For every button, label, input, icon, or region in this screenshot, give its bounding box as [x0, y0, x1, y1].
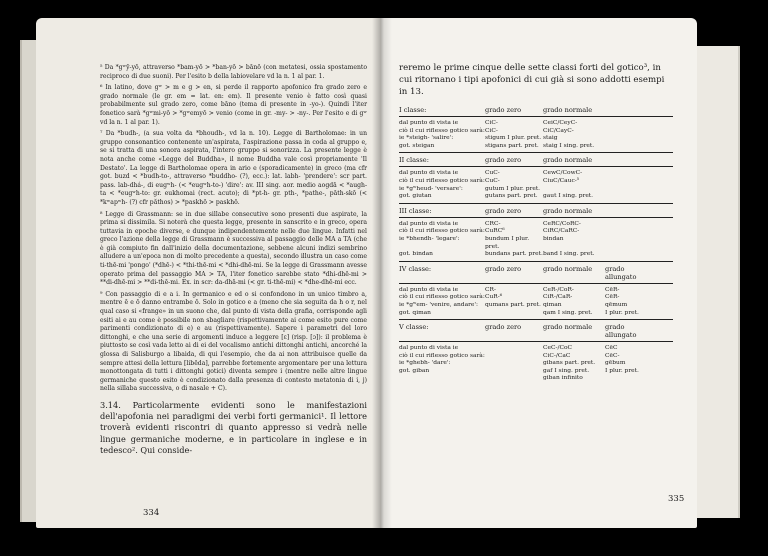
- table-cell: [399, 375, 485, 383]
- table-row: [399, 120, 673, 128]
- column-header: grado normale: [543, 156, 593, 165]
- footnote-9: ⁹ Con passaggio di e a i. In germanico e ed o si confondono in un unico timbro a, mentre ē e ō danno entrambe ō. Solo in gotico e a (meno che sia seguita da h o r, nel qual caso si «frange» in un suono che, dal punto di vista della grafia, corrisponde agli esiti ai e au come è possibile non sbagliare (rispettivamente ai come esito pure come parimenti condizionato di e) e au (rispettivamente). Sapere i parametri del loro dittonghi, e che una serie di argomenti induce a leggere [ε] (risp. [ɔ]): il problema è piuttosto se così vada letto ai di ei del vocalismo antichi dittonghi antichi, ancorché la glossa di Salisburgo a libaida, di qui l'esempio, che da ai non attribuisce quelle da sempre attesi della lettura [libēda], parrebbe fortemente argomentare per una lettura monottongata di tutti i dittonghi gotici) diventa sempre i (mentre nelle altre lingue germaniche questo esito è condizionato dalla presenza di contesto metatonia di i, j) nella sillaba successiva, o di nasale + C).: [100, 290, 367, 393]
- table-row: [399, 193, 673, 201]
- table-cell: CiR-/CaR-: [543, 294, 573, 301]
- table-cell: gibans part. pret.: [543, 360, 596, 367]
- table-cell: qiman: [543, 301, 562, 308]
- table-cell: CeC-/CoC: [543, 345, 573, 352]
- column-header: grado normale: [543, 206, 593, 215]
- class-label: V classe:: [399, 323, 429, 332]
- column-header: grado zero: [485, 156, 522, 165]
- table-cell: CēR-: [605, 294, 620, 301]
- right-page-edge-stack: [690, 46, 740, 518]
- column-header: grado normale: [543, 264, 593, 273]
- table-divider: [399, 203, 673, 204]
- column-header: grado normale: [543, 106, 593, 114]
- footnote-6: ⁶ In latino, dove gʷ > m e g > en, si perde il rapporto apofonico fra grado zero e grado normale (le gr. em = lat. en: em). Il presente venio è fatto così quasi probabilmente sul grado zero, come bāno (tema di presente in -yo-). Quindi l'iter fonetico sarà *gʷmi-yō > *gʷemyō > venio (come in gr. -my- > -ny-. Per l'esito e di gʷ vd la n. 1 al par. 1).: [100, 84, 367, 126]
- table-row: [399, 353, 673, 361]
- table-header: [399, 265, 673, 284]
- table-row: [399, 135, 673, 143]
- table-cell: [605, 143, 657, 151]
- table-cell: ciò il cui riflesso gotico sarà:: [399, 352, 485, 359]
- table-cell: [485, 375, 543, 383]
- table-cell: qumans part. pret.: [485, 301, 541, 308]
- table-row: [399, 170, 673, 178]
- table-cell: CuC-: [485, 177, 500, 184]
- table-cell: qam I sing. pret.: [543, 309, 593, 316]
- table-cell: gēbum: [605, 360, 626, 367]
- table-cell: [605, 221, 657, 229]
- table-cell: gaf I sing. pret.: [543, 367, 590, 374]
- verb-class-2-table: [399, 156, 673, 203]
- table-cell: [485, 345, 543, 353]
- section-3-14-paragraph: 3.14. Particolarmente evidenti sono le manifestazioni dell'apofonia nei paradigmi dei verbi forti germanici¹. Il lettore troverà evidenti riscontri di quanto appresso si vedrà nelle lingue germaniche moderne, e in particolare in inglese e in tedesco². Qui conside-: [100, 399, 367, 455]
- page-number-right: 335: [668, 494, 685, 504]
- table-divider: [399, 261, 673, 262]
- table-row: [399, 251, 673, 259]
- table-cell: CēR-: [605, 286, 620, 293]
- table-cell: got. giutan: [399, 193, 432, 200]
- table-cell: dal punto di vista ie: [399, 220, 459, 227]
- right-page: [381, 18, 697, 528]
- table-header: [399, 207, 673, 218]
- table-cell: [543, 186, 605, 194]
- table-cell: CeR-/CoR-: [543, 286, 574, 293]
- table-cell: gutans part. pret.: [485, 193, 538, 200]
- table-cell: [605, 193, 657, 201]
- table-cell: [605, 128, 657, 136]
- table-cell: [605, 135, 657, 143]
- table-row: [399, 294, 673, 302]
- column-header: grado zero: [485, 106, 522, 114]
- table-cell: ie *gʷem- 'venire, andare':: [399, 301, 478, 308]
- table-cell: bindan: [543, 235, 564, 242]
- table-cell: gaut I sing. pret.: [543, 193, 594, 200]
- table-cell: ie *bhendh- 'legare':: [399, 235, 460, 242]
- table-cell: CiC/CayC-: [543, 127, 574, 134]
- table-cell: [485, 310, 543, 318]
- table-cell: staig: [543, 135, 558, 142]
- table-cell: staig I sing. pret.: [543, 142, 595, 149]
- table-cell: CRC-: [485, 220, 501, 227]
- table-cell: [485, 368, 543, 376]
- table-row: [399, 360, 673, 368]
- table-cell: stigum I plur. pret.: [485, 135, 542, 142]
- table-row: [399, 178, 673, 186]
- table-cell: gutum I plur. pret.: [485, 185, 541, 192]
- table-cell: I plur. pret.: [605, 367, 639, 374]
- table-row: [399, 310, 673, 318]
- table-cell: I plur. pret.: [605, 309, 639, 316]
- table-cell: dal punto di vista ie: [399, 345, 459, 352]
- table-cell: [605, 170, 657, 178]
- table-cell: dal punto di vista ie: [399, 286, 459, 293]
- table-cell: got. qiman: [399, 309, 431, 316]
- table-cell: got. bindan: [399, 251, 433, 258]
- column-header: grado normale: [543, 323, 593, 332]
- table-cell: got. giban: [399, 367, 430, 374]
- column-header: [605, 156, 657, 164]
- table-header: [399, 323, 673, 342]
- table-cell: ie *steigh- 'salire':: [399, 135, 454, 142]
- left-page: [36, 18, 381, 528]
- table-header: [399, 156, 673, 167]
- table-cell: [605, 186, 657, 194]
- table-cell: dal punto di vista ie: [399, 170, 459, 177]
- table-cell: ciò il cui riflesso gotico sarà:: [399, 177, 485, 184]
- table-cell: ciò il cui riflesso gotico sarà:: [399, 228, 485, 235]
- table-cell: CuR-⁶: [485, 294, 503, 301]
- table-cell: CiRC/CaRC-: [543, 228, 580, 235]
- table-cell: ie *gʷheud- 'versare':: [399, 185, 463, 192]
- column-header: grado allungato: [605, 323, 637, 340]
- table-cell: [605, 178, 657, 186]
- table-cell: band I sing. pret.: [543, 251, 595, 258]
- class-label: I classe:: [399, 106, 427, 114]
- table-cell: CiuC/Cauc-⁵: [543, 177, 580, 184]
- table-divider: [399, 152, 673, 153]
- column-header: [605, 207, 657, 215]
- column-header: [605, 106, 657, 114]
- table-cell: [605, 236, 657, 251]
- table-cell: CuRC⁶: [485, 228, 505, 235]
- table-row: [399, 302, 673, 310]
- table-cell: qēmum: [605, 301, 628, 308]
- table-row: [399, 236, 673, 251]
- class-label: II classe:: [399, 156, 429, 165]
- verb-class-3-table: [399, 207, 673, 262]
- table-cell: [485, 360, 543, 368]
- table-row: [399, 143, 673, 151]
- table-cell: [605, 375, 657, 383]
- table-cell: ciò il cui riflesso gotico sarà:: [399, 294, 485, 301]
- table-row: [399, 368, 673, 376]
- table-row: [399, 228, 673, 236]
- table-cell: [605, 228, 657, 236]
- table-row: [399, 345, 673, 353]
- table-cell: dal punto di vista ie: [399, 120, 459, 126]
- table-row: [399, 128, 673, 136]
- table-row: [399, 186, 673, 194]
- table-cell: CewC/CowC-: [543, 170, 583, 177]
- table-cell: CuC-: [485, 170, 500, 177]
- table-cell: CR-: [485, 286, 496, 293]
- table-cell: CēC: [605, 345, 618, 352]
- table-cell: giban infinito: [543, 375, 583, 382]
- class-label: III classe:: [399, 206, 432, 215]
- table-cell: [605, 251, 657, 259]
- table-cell: stigans part. pret.: [485, 142, 539, 149]
- table-cell: ciò il cui riflesso gotico sarà:: [399, 127, 485, 134]
- table-cell: [605, 120, 657, 128]
- page-number-left: 334: [143, 508, 160, 518]
- footnote-7: ⁷ Da *budh-, (a sua volta da *bhoudh-, vd la n. 10). Legge di Bartholomae: in un gruppo consonantico contenente un'aspirata, l'aspirazione passa in coda al gruppo e, se si tratta di una sonora aspirata, l'intero gruppo si sonorizza. La presente legge è nota anche come «Legge del Buddha», il nome Buddha vale così propriamente 'Il Destato'. La legge di Bartholomae opera in ario e (sporadicamente) in greco (ma cfr got. buzd < *budh-to-, attraverso *buddho- (?), ecc.): lat. labh- 'prendere': scr part. pass. lab-dhá-, di eugʷh- (< *eugʷh-to-) 'dire': av. III sing. aor. medio aogdā < *augh-ta < *eugʷh-to: gr. eukhomai (rect. acuto); di *pt-h- gr. pth-, *pathe-, pāth-skō (< *kʷapʷh- (?) cfr păthos) > *paskhō > paskhō.: [100, 130, 367, 206]
- right-intro-paragraph: reremo le prime cinque delle sette classi forti del gotico³, in cui ritornano i tipi apofonici di cui già si sono addotti esempi in 13.: [399, 63, 665, 97]
- footnote-5: ⁵ Da *gʷȳ-yō, attraverso *bam-yō > *ban-yō > bānō (con metatesi, ossia spostamento reciproco di due suoni). Per l'esito b della labiovelare vd la n. 1 al par. 1.: [100, 64, 367, 80]
- table-divider: [399, 319, 673, 320]
- verb-class-4-table: [399, 265, 673, 320]
- verb-class-1-table: [399, 106, 673, 153]
- table-cell: CiC-/CaC: [543, 352, 571, 359]
- table-cell: CiC-: [485, 127, 498, 134]
- verb-class-5-table: [399, 323, 673, 383]
- table-cell: CeRC/CoRC-: [543, 220, 581, 227]
- table-header: [399, 106, 673, 117]
- table-cell: bundans part. pret.: [485, 251, 543, 258]
- class-label: IV classe:: [399, 264, 432, 273]
- table-cell: CēC-: [605, 352, 620, 359]
- table-cell: [485, 353, 543, 361]
- table-cell: CeiC/CeyC-: [543, 120, 578, 126]
- column-header: grado zero: [485, 323, 522, 332]
- column-header: grado allungato: [605, 264, 637, 281]
- table-cell: CiC-: [485, 120, 498, 126]
- column-header: grado zero: [485, 264, 522, 273]
- table-row: [399, 375, 673, 383]
- column-header: grado zero: [485, 206, 522, 215]
- footnote-8: ⁸ Legge di Grassmann: se in due sillabe consecutive sono presenti due aspirate, la prima si dissimila. Si noterà che questa legge, presente in sanscrito e in greco, opera tuttavia in epoche diverse, e dunque indipendentemente nelle due lingue. Infatti nel greco l'azione della legge di Grassmann è successiva al passaggio delle MA a TA (che è già compiuto fin dall'inizio della documentazione, sebbene alcuni indizi sembrino alludere a un'epoca non di molto precedente a questa), secondo illustra un caso come ti-thē-mi 'pongo' (*dhē-) < *thi-thē-mi < *dhi-dhē-mi. Se la legge di Grassmann avesse operato prima del passaggio MA > TA, l'iter fonetico sarebbe stato *dhi-dhē-mi > **di-dhē-mi > **di-thē-mi. Ex. in scr: da-dhā-mi (< gr. ti-thē-mi) < *dhe-dhē-mi ecc.: [100, 210, 367, 287]
- table-cell: ie *ghebh- 'dare':: [399, 360, 451, 367]
- book-gutter-shadow: [372, 18, 392, 528]
- table-cell: bundum I plur. pret.: [485, 235, 530, 250]
- table-cell: got. steigan: [399, 142, 435, 149]
